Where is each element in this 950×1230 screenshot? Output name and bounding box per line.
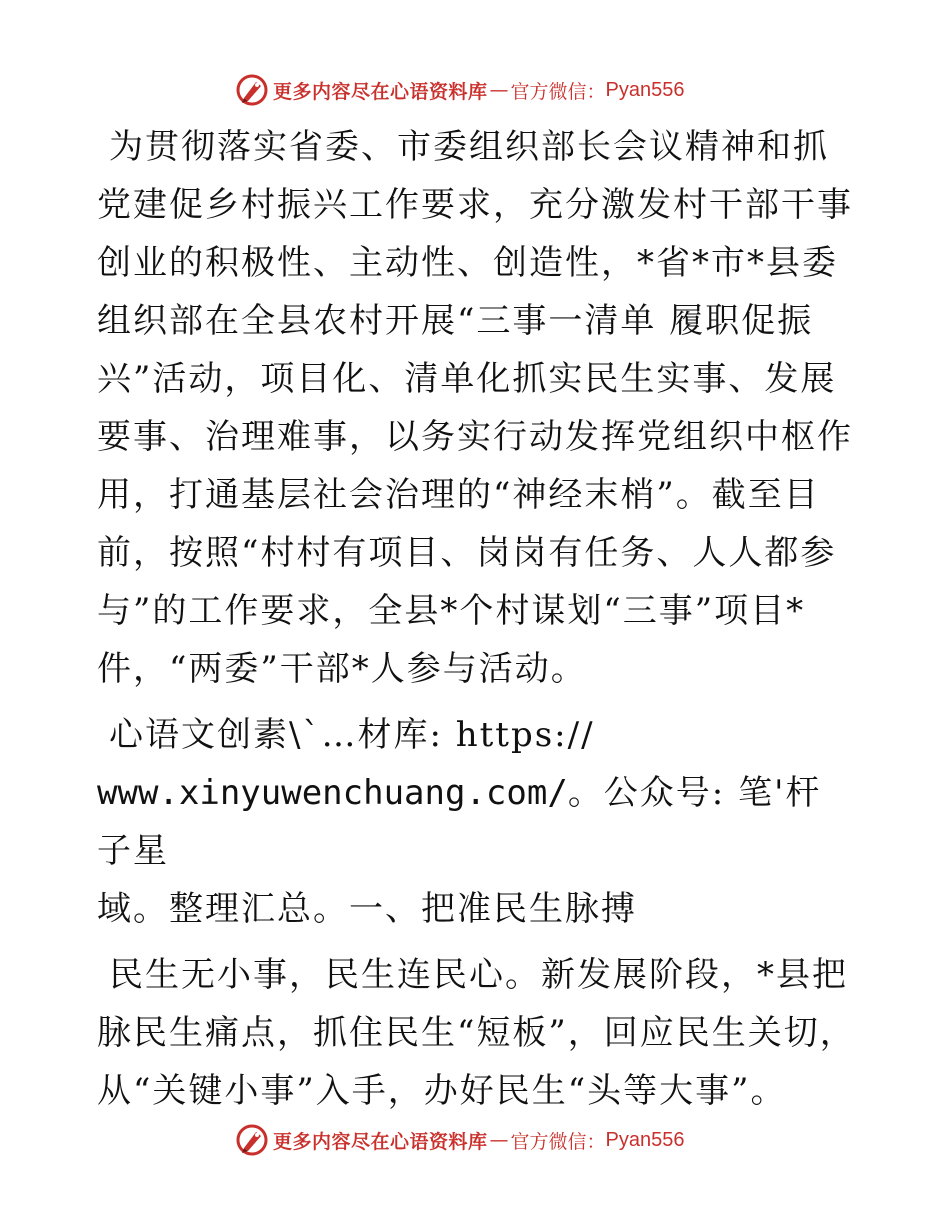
paragraph-intro — [97, 118, 857, 698]
source-note-url: www.xinyuwenchuang.com/ — [97, 773, 568, 813]
header-promo-text: 更多内容尽在心语资料库 — [273, 80, 488, 103]
pen-nib-logo-icon — [235, 73, 269, 107]
paragraph-source-note — [97, 706, 857, 938]
source-note-line3: 域。整理汇总。一、把准民生脉搏 — [97, 889, 637, 929]
header-banner — [235, 72, 715, 108]
source-note-line1: 心语文创素\`…材库: https:// — [109, 715, 595, 755]
paragraph-intro-text: 为贯彻落实省委、市委组织部长会议精神和抓党建促乡村振兴工作要求，充分激发村干部干事创业的积极性、主动性、创造性，*省*市*县委组织部在全县农村开展“三事一清单 履职促振兴”活动，项目化、清单化抓实民生实事、发展要事、治理难事，以务实行动发挥党组织中枢作用，打通基层社会治理的“神经末梢”。截至目前，按照“村村有项目、岗岗有任务、人人都参与”的工作要求，全县*个村谋划“三事”项目*件，“两委”干部*人参与活动。 — [97, 127, 853, 689]
header-wechat-id: Pyan556 — [605, 78, 685, 101]
footer-promo-text: 更多内容尽在心语资料库 — [273, 1130, 488, 1153]
header-dash: — — [489, 79, 509, 101]
paragraph-livelihood-text: 民生无小事，民生连民心。新发展阶段，*县把脉民生痛点，抓住民生“短板”，回应民生关切，从“关键小事”入手，办好民生“头等大事”。 — [97, 955, 856, 1111]
footer-dash: — — [489, 1129, 509, 1151]
pen-nib-logo-icon — [235, 1123, 269, 1157]
document-body — [97, 118, 857, 1120]
source-note-url-line — [97, 764, 857, 880]
header-wechat-label: 官方微信： — [510, 80, 606, 103]
source-note-tail: 。公众号: 笔'杆子星 — [97, 773, 822, 871]
paragraph-livelihood — [97, 946, 857, 1120]
footer-wechat-id: Pyan556 — [605, 1128, 685, 1151]
footer-banner — [235, 1122, 715, 1158]
footer-wechat-label: 官方微信： — [510, 1130, 606, 1153]
